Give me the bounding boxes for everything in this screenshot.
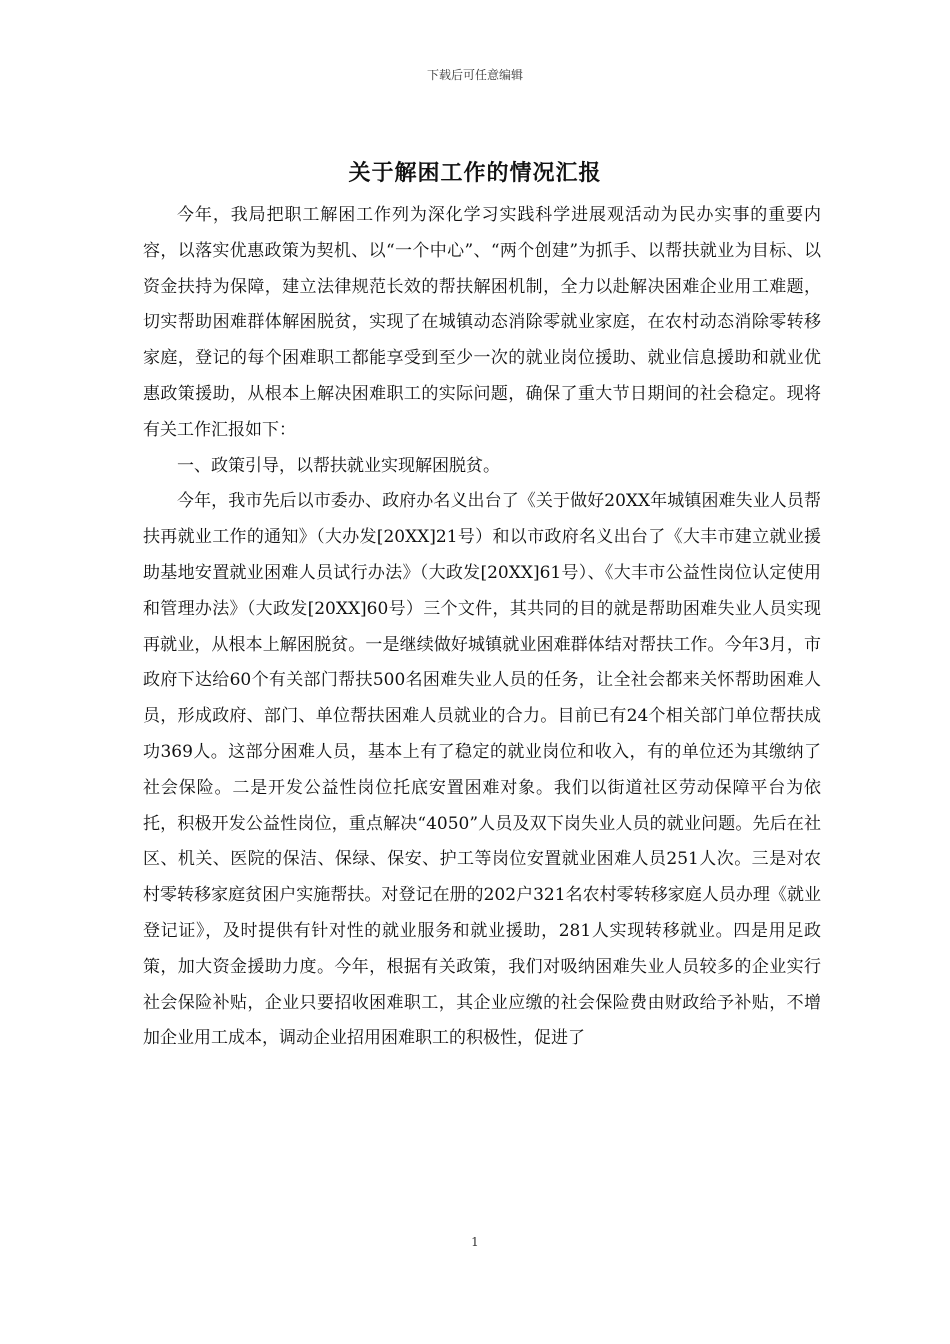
paragraph-section-heading: 一、政策引导，以帮扶就业实现解困脱贫。	[177, 455, 500, 476]
document-body	[143, 198, 821, 1057]
paragraph-policy: 今年，我市先后以市委办、政府办名义出台了《关于做好20XX年城镇困难失业人员帮扶再就业工作的通知》（大办发[20XX]21号）和以市政府名义出台了《大丰市建立就业援助基地安置就业困难人员试行办法》（大政发[20XX]61号）、《大丰市公益性岗位认定使用和管理办法》（大政发[20XX]60号）三个文件，其共同的目的就是帮助困难失业人员实现再就业，从根本上解困脱贫。一是继续做好城镇就业困难群体结对帮扶工作。今年3月，市政府下达给60个有关部门帮扶500名困难失业人员的任务，让全社会都来关怀帮助困难人员，形成政府、部门、单位帮扶困难人员就业的合力。目前已有24个相关部门单位帮扶成功369人。这部分困难人员，基本上有了稳定的就业岗位和收入，有的单位还为其缴纳了社会保险。二是开发公益性岗位托底安置困难对象。我们以街道社区劳动保障平台为依托，积极开发公益性岗位，重点解决“4050”人员及双下岗失业人员的就业问题。先后在社区、机关、医院的保洁、保绿、保安、护工等岗位安置就业困难人员251人次。三是对农村零转移家庭贫困户实施帮扶。对登记在册的202户321名农村零转移家庭人员办理《就业登记证》，及时提供有针对性的就业服务和就业援助，281人实现转移就业。四是用足政策，加大资金援助力度。今年，根据有关政策，我们对吸纳困难失业人员较多的企业实行社会保险补贴，企业只要招收困难职工，其企业应缴的社会保险费由财政给予补贴，不增加企业用工成本，调动企业招用困难职工的积极性，促进了	[143, 491, 821, 1049]
document-title: 关于解困工作的情况汇报	[348, 161, 602, 186]
page-header-note: 下载后可任意编辑	[426, 68, 523, 82]
paragraph-intro: 今年，我局把职工解困工作列为深化学习实践科学进展观活动为民办实事的重要内容，以落实优惠政策为契机、以“一个中心”、“两个创建”为抓手、以帮扶就业为目标、以资金扶持为保障，建立法律规范长效的帮扶解困机制，全力以赴解决困难企业用工难题，切实帮助困难群体解困脱贫，实现了在城镇动态消除零就业家庭，在农村动态消除零转移家庭，登记的每个困难职工都能享受到至少一次的就业岗位援助、就业信息援助和就业优惠政策援助，从根本上解决困难职工的实际问题，确保了重大节日期间的社会稳定。现将有关工作汇报如下：	[143, 205, 821, 440]
page-number: 1	[471, 1235, 479, 1249]
